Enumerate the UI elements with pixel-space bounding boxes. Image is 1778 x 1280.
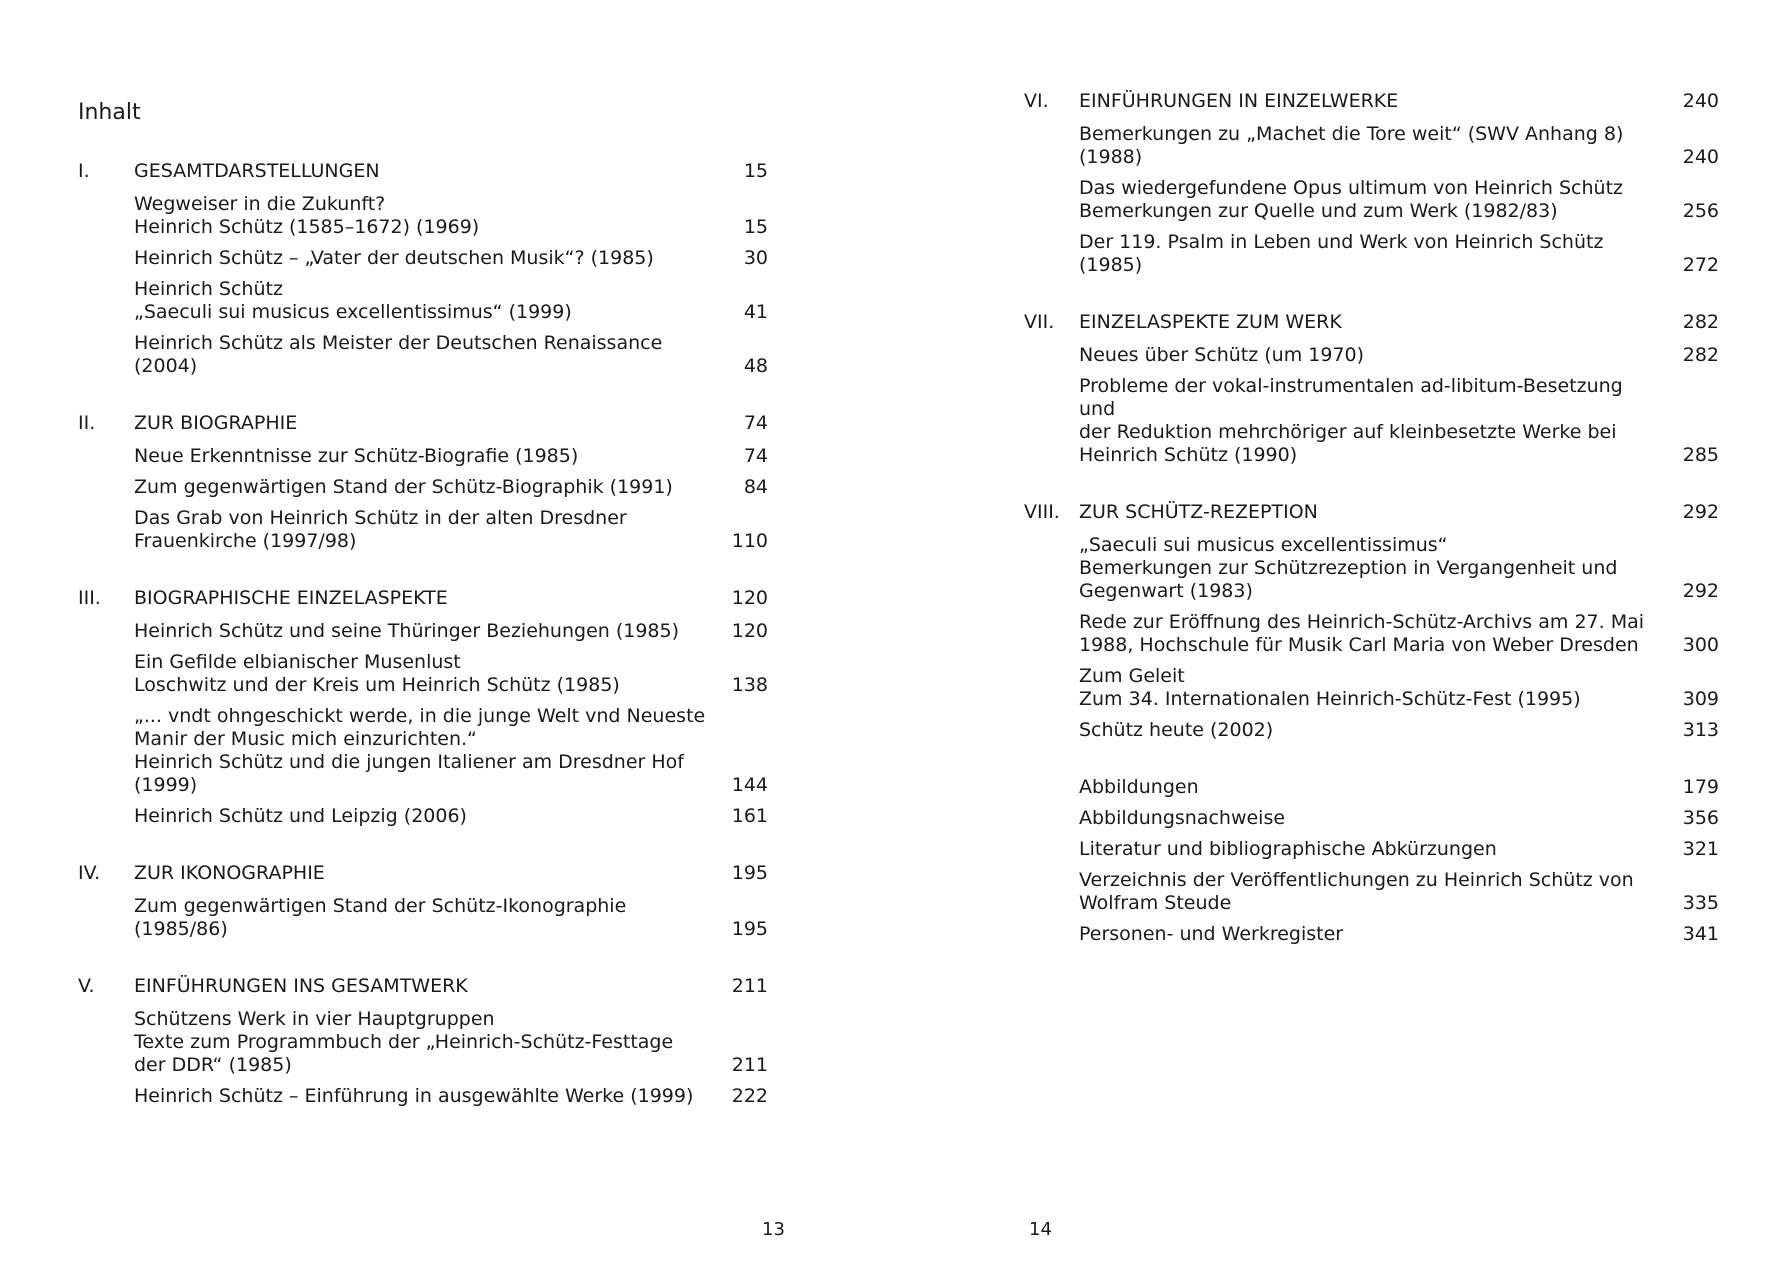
section-title: EINFÜHRUNGEN IN EINZELWERKE xyxy=(1079,90,1399,112)
entry-title xyxy=(134,895,708,941)
appendix-list xyxy=(1079,776,1719,946)
page-number-right: 14 xyxy=(1029,1219,1052,1240)
section-title: ZUR SCHÜTZ-REZEPTION xyxy=(1079,501,1318,523)
entry-line: Heinrich Schütz und die jungen Italiener am Dresdner Hof xyxy=(134,751,684,773)
entry-line: Bemerkungen zu „Machet die Tore weit“ (SWV Anhang 8) xyxy=(1079,123,1624,145)
toc-entry xyxy=(1079,923,1719,946)
entry-line: Wolfram Steude xyxy=(1079,892,1232,914)
toc-entry xyxy=(1079,807,1719,830)
entry-page-number: 211 xyxy=(731,1054,768,1076)
entry-page-number: 300 xyxy=(1682,634,1719,656)
entry-page-number: 161 xyxy=(731,805,768,827)
entry-line: (2004) xyxy=(134,355,198,377)
entry-line: Schützens Werk in vier Hauptgruppen xyxy=(134,1008,495,1030)
toc-entry xyxy=(134,445,768,468)
entry-page-number: 222 xyxy=(731,1085,768,1107)
entry-page-number: 144 xyxy=(731,774,768,796)
section-page-number: 282 xyxy=(1682,311,1719,333)
toc-heading: Inhalt xyxy=(78,100,141,125)
entry-line: Zum Geleit xyxy=(1079,665,1185,687)
toc-entry xyxy=(1079,344,1719,367)
entry-title xyxy=(1079,923,1659,946)
section-numeral: III. xyxy=(78,587,101,609)
entry-page-number: 30 xyxy=(743,247,768,269)
section-header xyxy=(78,160,768,183)
entry-page-number: 15 xyxy=(743,216,768,238)
entry-line: Manir der Music mich einzurichten.“ xyxy=(134,728,477,750)
entry-page-number: 48 xyxy=(743,355,768,377)
section-header xyxy=(78,412,768,435)
entry-title xyxy=(1079,231,1659,277)
entry-line: Abbildungsnachweise xyxy=(1079,807,1286,829)
entry-page-number: 195 xyxy=(731,918,768,940)
entry-title xyxy=(1079,177,1659,223)
entry-title xyxy=(134,651,708,697)
toc-entry xyxy=(134,332,768,378)
entry-title xyxy=(1079,665,1659,711)
section-title: EINFÜHRUNGEN INS GESAMTWERK xyxy=(134,975,468,997)
toc-section xyxy=(1024,90,1719,277)
toc-entry xyxy=(134,193,768,239)
entry-line: Abbildungen xyxy=(1079,776,1199,798)
section-title: ZUR BIOGRAPHIE xyxy=(134,412,298,434)
toc-entry xyxy=(1079,838,1719,861)
entry-page-number: 120 xyxy=(731,620,768,642)
toc-entry xyxy=(1079,123,1719,169)
entry-title xyxy=(134,445,708,468)
toc-entry xyxy=(1079,177,1719,223)
entry-title xyxy=(134,332,708,378)
entry-page-number: 41 xyxy=(743,301,768,323)
entry-line: Heinrich Schütz als Meister der Deutschen Renaissance xyxy=(134,332,663,354)
entry-line: Heinrich Schütz (1585–1672) (1969) xyxy=(134,216,480,238)
entry-line: Rede zur Eröffnung des Heinrich-Schütz-Archivs am 27. Mai xyxy=(1079,611,1645,633)
page-number-left: 13 xyxy=(762,1219,785,1240)
entry-title xyxy=(134,805,708,828)
toc-entry xyxy=(134,651,768,697)
entry-line: Zum gegenwärtigen Stand der Schütz-Biographik (1991) xyxy=(134,476,673,498)
entry-line: Bemerkungen zur Quelle und zum Werk (1982/83) xyxy=(1079,200,1558,222)
entry-line: „Saeculi sui musicus excellentissimus“ xyxy=(1079,534,1448,556)
toc-entry xyxy=(1079,869,1719,915)
toc-section xyxy=(78,975,768,1108)
entry-line: Literatur und bibliographische Abkürzungen xyxy=(1079,838,1497,860)
toc-entry xyxy=(134,476,768,499)
entry-line: Heinrich Schütz und seine Thüringer Beziehungen (1985) xyxy=(134,620,680,642)
section-page-number: 15 xyxy=(743,160,768,182)
entry-line: Das Grab von Heinrich Schütz in der alten Dresdner xyxy=(134,507,627,529)
entry-line: Neues über Schütz (um 1970) xyxy=(1079,344,1365,366)
entry-title xyxy=(1079,375,1659,467)
entry-line: Das wiedergefundene Opus ultimum von Heinrich Schütz xyxy=(1079,177,1624,199)
toc-entry xyxy=(134,705,768,797)
section-numeral: VIII. xyxy=(1024,501,1060,523)
entry-title xyxy=(1079,534,1659,603)
section-page-number: 292 xyxy=(1682,501,1719,523)
section-page-number: 195 xyxy=(731,862,768,884)
toc-left xyxy=(78,160,768,1142)
toc-section xyxy=(78,587,768,828)
toc-right xyxy=(1024,90,1719,954)
toc-entry xyxy=(134,1008,768,1077)
entry-line: Heinrich Schütz – „Vater der deutschen Musik“? (1985) xyxy=(134,247,654,269)
section-header xyxy=(78,587,768,610)
entry-line: Probleme der vokal-instrumentalen ad-libitum-Besetzung und xyxy=(1079,375,1623,420)
toc-entry xyxy=(1079,231,1719,277)
toc-entry xyxy=(134,620,768,643)
entry-page-number: 138 xyxy=(731,674,768,696)
entry-line: Ein Gefilde elbianischer Musenlust xyxy=(134,651,461,673)
entry-title xyxy=(134,1085,708,1108)
section-numeral: IV. xyxy=(78,862,101,884)
entry-title xyxy=(134,507,708,553)
section-header xyxy=(1024,311,1719,334)
entry-page-number: 356 xyxy=(1682,807,1719,829)
entry-line: Texte zum Programmbuch der „Heinrich-Schütz-Festtage xyxy=(134,1031,674,1053)
entry-line: Schütz heute (2002) xyxy=(1079,719,1274,741)
entry-line: Loschwitz und der Kreis um Heinrich Schütz (1985) xyxy=(134,674,620,696)
toc-entry xyxy=(1079,665,1719,711)
toc-entry xyxy=(1079,375,1719,467)
entry-page-number: 84 xyxy=(743,476,768,498)
entry-line: Der 119. Psalm in Leben und Werk von Heinrich Schütz (1985) xyxy=(1079,231,1604,276)
entry-page-number: 335 xyxy=(1682,892,1719,914)
section-page-number: 211 xyxy=(731,975,768,997)
section-numeral: II. xyxy=(78,412,96,434)
entry-page-number: 282 xyxy=(1682,344,1719,366)
entry-page-number: 321 xyxy=(1682,838,1719,860)
entry-page-number: 285 xyxy=(1682,444,1719,466)
entry-title xyxy=(134,476,708,499)
entry-page-number: 256 xyxy=(1682,200,1719,222)
entry-title xyxy=(1079,807,1659,830)
section-title: ZUR IKONOGRAPHIE xyxy=(134,862,325,884)
entry-title xyxy=(134,193,708,239)
entry-page-number: 110 xyxy=(731,530,768,552)
entry-title xyxy=(134,620,708,643)
entry-line: der Reduktion mehrchöriger auf kleinbesetzte Werke bei xyxy=(1079,421,1617,443)
section-page-number: 240 xyxy=(1682,90,1719,112)
entry-title xyxy=(134,278,708,324)
entry-title xyxy=(1079,123,1659,169)
entry-line: Zum gegenwärtigen Stand der Schütz-Ikonographie (1985/86) xyxy=(134,895,627,940)
section-numeral: VI. xyxy=(1024,90,1049,112)
toc-entry xyxy=(134,278,768,324)
entry-page-number: 309 xyxy=(1682,688,1719,710)
section-numeral: V. xyxy=(78,975,95,997)
toc-entry xyxy=(134,895,768,941)
toc-entry xyxy=(1079,611,1719,657)
entry-line: 1988, Hochschule für Musik Carl Maria von Weber Dresden xyxy=(1079,634,1639,656)
entry-line: Gegenwart (1983) xyxy=(1079,580,1253,602)
entry-title xyxy=(1079,776,1659,799)
toc-entry xyxy=(1079,534,1719,603)
entry-page-number: 240 xyxy=(1682,146,1719,168)
section-page-number: 74 xyxy=(743,412,768,434)
section-header xyxy=(78,975,768,998)
entry-page-number: 292 xyxy=(1682,580,1719,602)
entry-line: Heinrich Schütz xyxy=(134,278,283,300)
entry-page-number: 341 xyxy=(1682,923,1719,945)
entry-line: (1999) xyxy=(134,774,198,796)
entry-title xyxy=(1079,611,1659,657)
entry-title xyxy=(134,247,708,270)
entry-line: Heinrich Schütz – Einführung in ausgewählte Werke (1999) xyxy=(134,1085,694,1107)
entry-line: Heinrich Schütz und Leipzig (2006) xyxy=(134,805,467,827)
toc-section xyxy=(78,862,768,941)
entry-title xyxy=(134,705,708,797)
toc-entry xyxy=(134,247,768,270)
entry-line: Zum 34. Internationalen Heinrich-Schütz-Fest (1995) xyxy=(1079,688,1581,710)
entry-title xyxy=(134,1008,708,1077)
toc-entry xyxy=(1079,719,1719,742)
toc-section xyxy=(78,412,768,553)
section-title: BIOGRAPHISCHE EINZELASPEKTE xyxy=(134,587,448,609)
entry-line: Verzeichnis der Veröffentlichungen zu Heinrich Schütz von xyxy=(1079,869,1634,891)
entry-line: Neue Erkenntnisse zur Schütz-Biografie (1985) xyxy=(134,445,579,467)
section-header xyxy=(1024,501,1719,524)
entry-page-number: 179 xyxy=(1682,776,1719,798)
entry-line: „... vndt ohngeschickt werde, in die junge Welt vnd Neueste xyxy=(134,705,706,727)
entry-line: Wegweiser in die Zukunft? xyxy=(134,193,386,215)
entry-line: Frauenkirche (1997/98) xyxy=(134,530,357,552)
entry-title xyxy=(1079,838,1659,861)
entry-page-number: 74 xyxy=(743,445,768,467)
toc-section xyxy=(1024,501,1719,742)
toc-entry xyxy=(1079,776,1719,799)
toc-entry xyxy=(134,507,768,553)
entry-line: Personen- und Werkregister xyxy=(1079,923,1344,945)
entry-page-number: 272 xyxy=(1682,254,1719,276)
entry-title xyxy=(1079,869,1659,915)
toc-entry xyxy=(134,1085,768,1108)
section-header xyxy=(78,862,768,885)
entry-line: Bemerkungen zur Schützrezeption in Vergangenheit und xyxy=(1079,557,1618,579)
section-title: GESAMTDARSTELLUNGEN xyxy=(134,160,380,182)
section-numeral: VII. xyxy=(1024,311,1055,333)
entry-line: Heinrich Schütz (1990) xyxy=(1079,444,1298,466)
section-numeral: I. xyxy=(78,160,90,182)
entry-line: „Saeculi sui musicus excellentissimus“ (1999) xyxy=(134,301,572,323)
toc-section xyxy=(78,160,768,378)
toc-entry xyxy=(134,805,768,828)
entry-title xyxy=(1079,344,1659,367)
entry-title xyxy=(1079,719,1659,742)
section-title: EINZELASPEKTE ZUM WERK xyxy=(1079,311,1342,333)
toc-section xyxy=(1024,311,1719,467)
entry-line: der DDR“ (1985) xyxy=(134,1054,292,1076)
entry-line: (1988) xyxy=(1079,146,1143,168)
section-header xyxy=(1024,90,1719,113)
section-page-number: 120 xyxy=(731,587,768,609)
entry-page-number: 313 xyxy=(1682,719,1719,741)
